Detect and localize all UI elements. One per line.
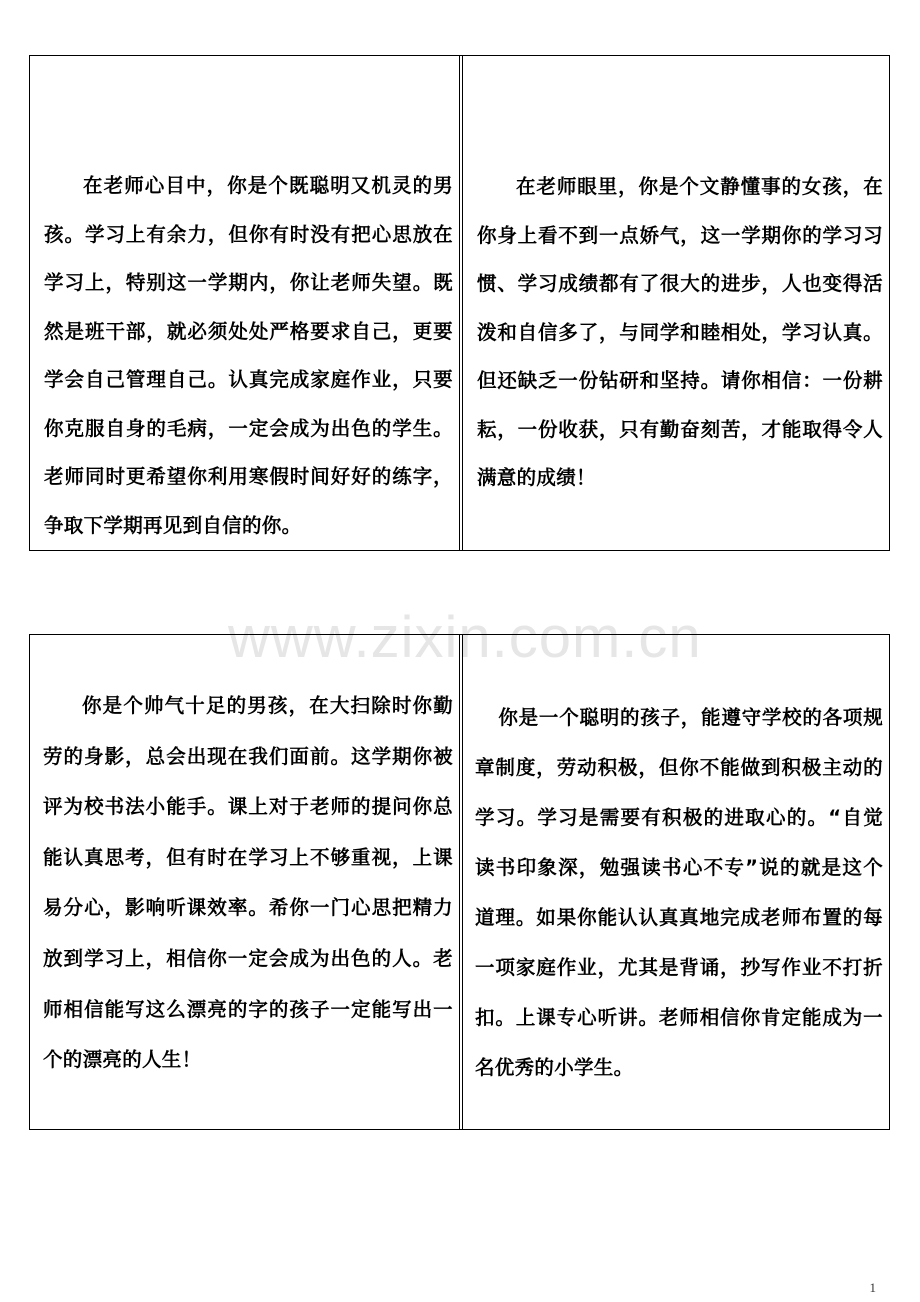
comment-cell-1	[30, 56, 460, 550]
comment-cell-3	[30, 635, 460, 1129]
comment-text-3: 你是个帅气十足的男孩，在大扫除时你勤劳的身影，总会出现在我们面前。这学期你被评为校书法小能手。课上对于老师的提问你总能认真思考，但有时在学习上不够重视，上课易分心，影响听课效率。希你一门心思把精力放到学习上，相信你一定会成为出色的人。老师相信能写这么漂亮的字的孩子一定能写出一个的漂亮的人生！	[43, 694, 453, 1072]
comment-cell-4	[462, 635, 889, 1129]
comment-text-4: 你是一个聪明的孩子，能遵守学校的各项规章制度，劳动积极，但你不能做到积极主动的学习。学习是需要有积极的进取心的。“自觉读书印象深，勉强读书心不专”说的就是这个道理。如果你能认认真真地完成老师布置的每一项家庭作业，尤其是背诵，抄写作业不打折扣。上课专心听讲。老师相信你肯定能成为一名优秀的小学生。	[475, 706, 883, 1079]
comment-text-1: 在老师心目中，你是个既聪明又机灵的男孩。学习上有余力，但你有时没有把心思放在学习上，特别这一学期内，你让老师失望。既然是班干部，就必须处处严格要求自己，更要学会自己管理自己。认真完成家庭作业，只要你克服自身的毛病，一定会成为出色的学生。老师同时更希望你利用寒假时间好好的练字，争取下学期再见到自信的你。	[44, 174, 453, 537]
comment-table-bottom	[29, 634, 890, 1130]
comment-table-top	[29, 55, 890, 551]
watermark: www.zixin.com.cn	[228, 605, 702, 670]
comment-text-2: 在老师眼里，你是个文静懂事的女孩，在你身上看不到一点娇气，这一学期你的学习习惯、学习成绩都有了很大的进步，人也变得活泼和自信多了，与同学和睦相处，学习认真。但还缺乏一份钻研和坚持。请你相信：一份耕耘，一份收获，只有勤奋刻苦，才能取得令人满意的成绩！	[477, 175, 883, 489]
comment-cell-2	[462, 56, 889, 550]
page-number: 1	[869, 1280, 876, 1295]
